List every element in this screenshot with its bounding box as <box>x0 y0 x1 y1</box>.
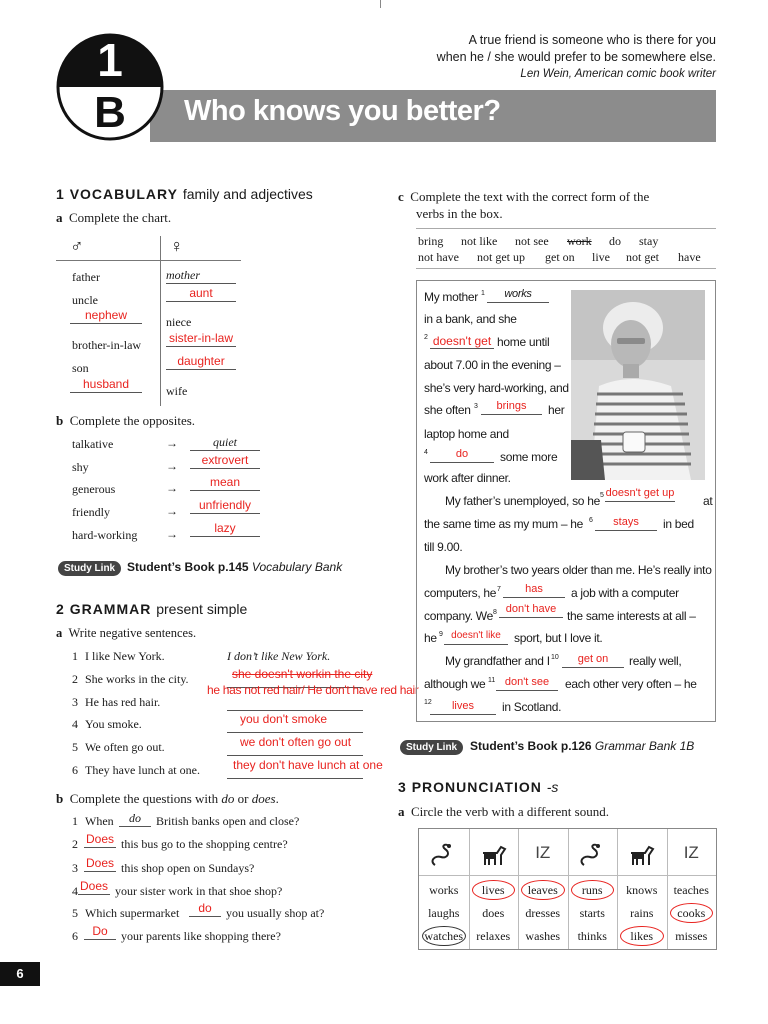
reading-text-segment: company. We <box>424 609 493 623</box>
vocab-female-answer[interactable]: daughter <box>177 354 225 368</box>
question-post: your sister work in that shoe shop? <box>115 884 283 898</box>
reading-text-segment: the same time as my mum – he <box>424 517 583 531</box>
opposite-answer[interactable]: lazy <box>214 521 236 535</box>
reading-text-segment: laptop home and <box>424 427 509 441</box>
pron-header-iz: IZ <box>535 843 551 862</box>
reading-text-segment: in a bank, and she <box>424 312 517 326</box>
reading-text-segment: she often <box>424 403 471 417</box>
vocab-male-answer[interactable]: nephew <box>84 308 128 322</box>
pron-word[interactable]: leaves <box>527 883 558 897</box>
c-instruction-2: verbs in the box. <box>416 206 503 221</box>
answer-circle <box>571 880 615 900</box>
question-answer[interactable]: Does <box>85 832 114 846</box>
pron-a-instruction-row <box>398 804 609 820</box>
vocab-female-example[interactable]: mother <box>166 268 200 282</box>
pron-header-iz: IZ <box>683 843 699 862</box>
vocab-male-word: father <box>72 270 100 284</box>
gap-line <box>430 462 494 463</box>
pron-word[interactable]: dresses <box>525 906 561 920</box>
pron-word[interactable]: cooks <box>677 906 706 920</box>
negative-sentence: You smoke. <box>85 717 142 731</box>
quote-author: Len Wein, American comic book writer <box>520 68 716 80</box>
pron-word[interactable]: rains <box>630 906 654 920</box>
unit-letter: B <box>94 88 126 137</box>
gap-answer[interactable]: doesn't get up <box>605 487 675 499</box>
vocab-male-word: son <box>72 361 89 375</box>
snake-icon <box>429 843 459 869</box>
grammar-b-does: does <box>251 791 276 806</box>
opposite-word: shy <box>72 460 89 474</box>
study-link-bank: Vocabulary Bank <box>251 560 343 574</box>
question-answer-line <box>84 939 116 940</box>
verb-box-item: not have <box>418 250 459 264</box>
unit-badge <box>56 33 164 141</box>
reading-text-segment: in Scotland. <box>502 700 562 714</box>
arrow-icon: → <box>166 504 178 518</box>
question-answer[interactable]: do <box>198 901 212 915</box>
negative-number: 3 <box>72 695 78 709</box>
grammar-b-instruction-row <box>56 791 279 807</box>
vocab-heading <box>56 186 313 202</box>
question-number: 5 <box>72 906 78 920</box>
reading-text-segment: sport, but I love it. <box>514 631 603 645</box>
vocab-female-answer-line <box>166 346 236 347</box>
question-post: British banks open and close? <box>156 814 300 828</box>
study-link-vocab[interactable] <box>127 560 342 574</box>
answer-circle <box>472 880 516 900</box>
question-post: you usually shop at? <box>226 906 325 920</box>
pron-heading-topic: -s <box>546 779 559 795</box>
negative-number: 1 <box>72 649 78 663</box>
reading-text-segment: he <box>424 631 437 645</box>
pron-word[interactable]: lives <box>481 883 505 897</box>
pron-word[interactable]: does <box>482 906 505 920</box>
opposite-word: generous <box>72 482 116 496</box>
question-number: 4 <box>72 884 78 898</box>
gap-line <box>496 690 558 691</box>
gap-answer[interactable]: lives <box>451 700 474 712</box>
question-answer-line <box>78 894 110 895</box>
gap-line <box>487 302 549 303</box>
question-pre: Which supermarket <box>85 906 180 920</box>
negative-answer[interactable]: we don't often go out <box>240 735 352 749</box>
gap-line <box>503 597 565 598</box>
pron-word[interactable]: thinks <box>577 929 607 943</box>
study-link-badge-2: Study Link <box>400 740 463 755</box>
vocab-male-answer-line <box>70 323 142 324</box>
verb-box-item: do <box>609 234 621 248</box>
gap-line <box>430 348 494 349</box>
vocab-b-label: b <box>56 413 64 428</box>
gap-line <box>605 501 675 502</box>
opposite-example[interactable]: quiet <box>213 435 237 449</box>
grammar-heading-topic: present simple <box>156 601 248 617</box>
gap-example[interactable]: works <box>504 288 532 300</box>
negative-sentence: He has red hair. <box>85 695 161 709</box>
negative-answer[interactable]: she doesn't workin the city <box>232 667 373 681</box>
page-title: Who knows you better? <box>184 95 501 127</box>
pron-word[interactable]: washes <box>525 929 561 943</box>
vocab-a-instruction: Complete the chart. <box>69 210 172 225</box>
reading-text-segment: although we <box>424 677 486 691</box>
vocab-female-answer[interactable]: sister-in-law <box>168 331 233 345</box>
question-answer-line <box>84 871 116 872</box>
pronunciation-heading <box>398 779 558 795</box>
verb-box-item: work <box>567 234 592 248</box>
verb-box-item: get on <box>545 250 575 264</box>
pron-word[interactable]: knows <box>626 883 658 897</box>
negative-number: 2 <box>72 672 78 686</box>
reading-text-segment: some more <box>500 450 558 464</box>
vocab-female-word: niece <box>166 315 192 329</box>
negative-answer[interactable]: they don't have lunch at one <box>233 758 383 772</box>
negative-answer-line <box>227 778 363 779</box>
verb-box-item: not get up <box>477 250 525 264</box>
question-pre: When <box>85 814 114 828</box>
reading-text-segment: each other very often – he <box>565 677 697 691</box>
gap-answer[interactable]: do <box>455 448 469 460</box>
reading-text-segment: at <box>703 494 713 508</box>
negative-answer-line <box>227 732 363 733</box>
gap-line <box>562 667 624 668</box>
pron-word[interactable]: works <box>429 883 459 897</box>
negative-answer[interactable]: you don't smoke <box>240 712 328 726</box>
pron-word[interactable]: relaxes <box>476 929 511 943</box>
quote-line-2: when he / she would prefer to be somewhere else. <box>436 50 716 64</box>
gap-number: 8 <box>493 609 497 616</box>
gap-number: 3 <box>474 403 478 410</box>
grammar-heading-number: 2 <box>56 601 65 617</box>
verb-box-item: bring <box>418 234 444 248</box>
question-example[interactable]: do <box>129 811 141 825</box>
negative-answer[interactable]: he has not red hair/ He don't have red hair <box>207 683 419 697</box>
verb-box-item: not see <box>515 234 549 248</box>
gap-answer[interactable]: doesn't like <box>451 630 501 641</box>
c-instruction-row <box>398 189 649 205</box>
vocab-female-answer[interactable]: aunt <box>189 286 213 300</box>
pron-word[interactable]: runs <box>581 883 603 897</box>
negative-answer-line <box>227 710 363 711</box>
vocab-female-answer-line <box>166 301 236 302</box>
gap-line <box>444 644 508 645</box>
vocab-a-instruction-row <box>56 210 171 226</box>
reading-text-segment: her <box>548 403 565 417</box>
question-example-line <box>119 826 151 827</box>
negative-sentence: I like New York. <box>85 649 165 663</box>
pron-word[interactable]: watches <box>424 929 464 943</box>
gap-line <box>595 530 657 531</box>
reading-text-segment: home until <box>497 335 550 349</box>
opposite-answer-line <box>190 513 260 514</box>
negative-example: I don’t like New York. <box>227 649 331 663</box>
question-post: this shop open on Sundays? <box>121 861 255 875</box>
gap-number: 9 <box>439 631 443 638</box>
negative-number: 6 <box>72 763 78 777</box>
grammar-b-instruction: Complete the questions with <box>69 791 222 806</box>
reading-text-segment: My brother’s two years older than me. He’s really into <box>445 563 712 577</box>
c-label: c <box>398 189 404 204</box>
gap-answer[interactable]: don't see <box>504 676 550 688</box>
opposite-example-line <box>190 450 260 451</box>
female-symbol: ♀ <box>170 236 184 256</box>
arrow-icon: → <box>166 436 178 450</box>
question-post: this bus go to the shopping centre? <box>121 837 288 851</box>
opposite-answer[interactable]: unfriendly <box>198 498 252 512</box>
vocab-female-word: wife <box>166 384 188 398</box>
study-link-book: Student’s Book p.145 <box>127 560 249 574</box>
opposite-answer-line <box>190 468 260 469</box>
grammar-heading-word: GRAMMAR <box>69 601 152 617</box>
snake-icon <box>578 843 608 869</box>
question-answer-line <box>189 916 221 917</box>
unit-number: 1 <box>97 34 123 86</box>
pron-word[interactable]: laughs <box>428 906 460 920</box>
pron-word[interactable]: teaches <box>673 883 709 897</box>
reading-text-segment: in bed <box>663 517 694 531</box>
vocab-female-example-line <box>166 283 236 284</box>
verb-box-item: not like <box>461 234 498 248</box>
reading-text-segment: she’s very hard-working, and <box>424 381 569 395</box>
gap-number: 7 <box>497 586 501 593</box>
grammar-b-label: b <box>56 791 64 806</box>
gap-number: 10 <box>551 654 559 661</box>
gap-line <box>481 414 542 415</box>
gap-answer[interactable]: get on <box>577 653 609 665</box>
grammar-a-instruction-row <box>56 626 196 641</box>
mother-photo <box>571 290 705 480</box>
question-number: 3 <box>72 861 78 875</box>
opposite-word: friendly <box>72 505 110 519</box>
answer-circle <box>670 903 714 923</box>
pron-word[interactable]: likes <box>630 929 654 943</box>
page-number: 6 <box>16 966 24 981</box>
gap-line <box>499 617 563 618</box>
opposite-answer[interactable]: mean <box>209 475 241 489</box>
study-link-bank-2: Grammar Bank 1B <box>594 739 695 753</box>
question-number: 1 <box>72 814 78 828</box>
gap-number: 11 <box>488 677 496 684</box>
question-post: your parents like shopping there? <box>121 929 281 943</box>
arrow-icon: → <box>166 527 178 541</box>
answer-circle <box>422 926 466 946</box>
question-answer[interactable]: Does <box>79 879 108 893</box>
vocab-female-answer-line <box>166 369 236 370</box>
vocab-male-word: uncle <box>72 293 98 307</box>
reading-text-segment: a job with a computer <box>571 586 679 600</box>
zebra-icon <box>479 843 509 869</box>
negative-number: 4 <box>72 717 78 731</box>
c-instruction-1: Complete the text with the correct form of the <box>410 189 650 204</box>
arrow-icon: → <box>166 459 178 473</box>
gap-number: 12 <box>424 699 432 706</box>
opposite-word: talkative <box>72 437 114 451</box>
gap-answer[interactable]: doesn't get <box>432 334 492 348</box>
question-answer[interactable]: Does <box>85 856 114 870</box>
pron-heading-number: 3 <box>398 779 407 795</box>
question-number: 6 <box>72 929 78 943</box>
grammar-a-instruction: Write negative sentences. <box>68 626 197 640</box>
pron-word[interactable]: misses <box>675 929 708 943</box>
vocab-male-word: brother-in-law <box>72 338 142 352</box>
gap-number: 4 <box>424 449 428 456</box>
gap-answer[interactable]: stays <box>613 516 639 528</box>
pron-a-instruction: Circle the verb with a different sound. <box>411 804 609 819</box>
study-link-book-2: Student’s Book p.126 <box>470 739 592 753</box>
answer-circle <box>521 880 565 900</box>
answer-circle <box>620 926 664 946</box>
gap-answer[interactable]: has <box>525 583 543 595</box>
pron-word[interactable]: starts <box>579 906 605 920</box>
male-symbol: ♂ <box>70 236 84 256</box>
grammar-b-do: do <box>221 791 235 806</box>
quote-line-1: A true friend is someone who is there for you <box>468 33 716 47</box>
question-answer-line <box>84 847 116 848</box>
reading-text-segment: about 7.00 in the evening – <box>424 358 561 372</box>
vocab-b-instruction-row <box>56 413 195 429</box>
negative-sentence: We often go out. <box>85 740 165 754</box>
reading-text-segment: work after dinner. <box>424 471 511 485</box>
gap-answer[interactable]: don't have <box>505 603 557 615</box>
opposite-answer[interactable]: extrovert <box>201 453 249 467</box>
reading-text-segment: My father’s unemployed, so he <box>445 494 600 508</box>
vocab-b-instruction: Complete the opposites. <box>69 413 196 428</box>
gap-number: 6 <box>589 517 593 524</box>
gap-answer[interactable]: brings <box>496 400 527 412</box>
negative-sentence: She works in the city. <box>85 672 189 686</box>
verb-box-item: live <box>592 250 610 264</box>
vocab-heading-number: 1 <box>56 186 65 202</box>
grammar-b-dot: . <box>275 791 279 806</box>
verb-box-item: have <box>678 250 701 264</box>
pron-heading-word: PRONUNCIATION <box>411 779 542 795</box>
question-number: 2 <box>72 837 78 851</box>
arrow-icon: → <box>166 481 178 495</box>
verb-box-item: not get <box>626 250 659 264</box>
reading-text-segment: computers, he <box>424 586 497 600</box>
vocab-male-answer[interactable]: husband <box>82 377 130 391</box>
vocab-male-answer-line <box>70 392 142 393</box>
vocab-heading-word: VOCABULARY <box>69 186 178 202</box>
opposite-answer-line <box>190 536 260 537</box>
vocab-a-label: a <box>56 210 63 225</box>
opposite-answer-line <box>190 490 260 491</box>
verb-box-item: stay <box>639 234 659 248</box>
gap-line <box>430 714 496 715</box>
grammar-b-or: or <box>234 791 252 806</box>
reading-text-segment: really well, <box>629 654 682 668</box>
pron-a-label: a <box>398 804 405 819</box>
study-link-grammar[interactable] <box>470 739 694 753</box>
vocab-heading-topic: family and adjectives <box>182 186 313 202</box>
reading-text-segment: My mother <box>424 290 478 304</box>
negative-answer-line <box>227 755 363 756</box>
question-answer[interactable]: Do <box>92 924 108 938</box>
study-link-badge: Study Link <box>58 561 121 576</box>
grammar-heading <box>56 601 247 617</box>
zebra-icon <box>627 843 657 869</box>
gap-number: 5 <box>600 492 604 499</box>
reading-text-segment: My grandfather and I <box>445 654 550 668</box>
opposite-word: hard-working <box>72 528 138 542</box>
negative-number: 5 <box>72 740 78 754</box>
grammar-a-label: a <box>56 626 63 640</box>
reading-text-segment: till 9.00. <box>424 540 463 554</box>
gap-number: 2 <box>424 334 428 341</box>
header-divider <box>419 875 716 876</box>
pronunciation-table <box>418 828 717 950</box>
reading-text-segment: the same interests at all – <box>567 609 696 623</box>
negative-sentence: They have lunch at one. <box>85 763 200 777</box>
gap-number: 1 <box>481 290 485 297</box>
